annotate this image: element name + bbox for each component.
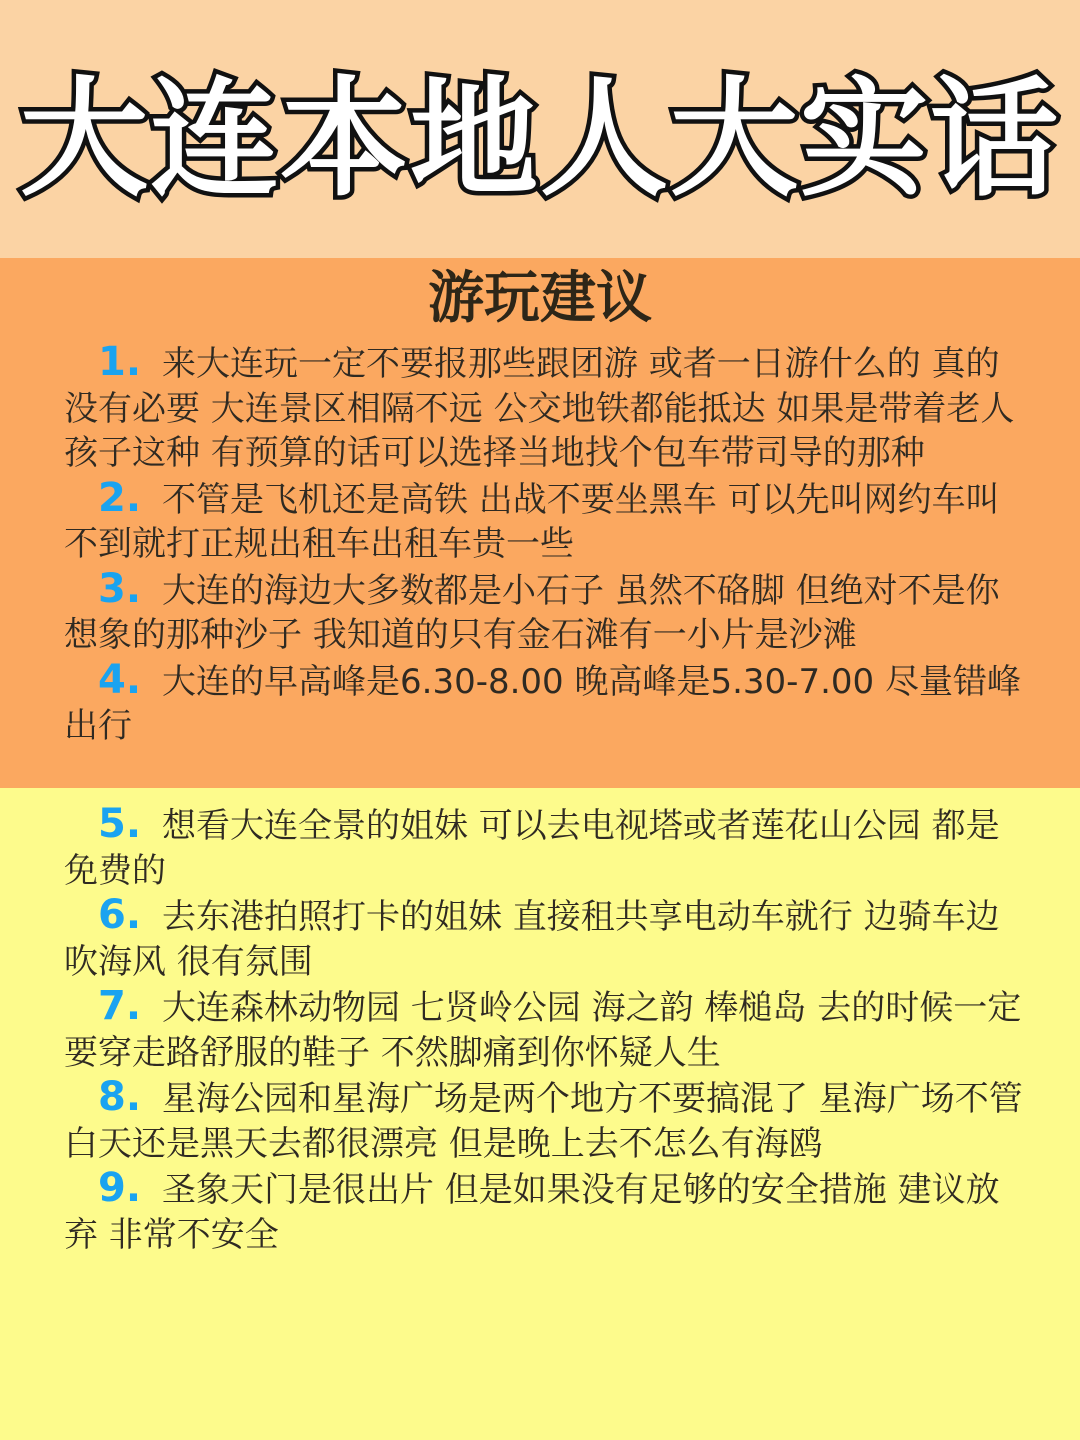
tip-number: 2. bbox=[98, 474, 142, 521]
tip-text: 去东港拍照打卡的姐妹 直接租共享电动车就行 边骑车边吹海风 很有氛围 bbox=[64, 897, 1000, 982]
tip-text: 大连的早高峰是6.30-8.00 晚高峰是5.30-7.00 尽量错峰出行 bbox=[64, 661, 1021, 746]
page-title: 大连本地人大实话 bbox=[19, 65, 1060, 214]
tip-number: 1. bbox=[98, 339, 142, 385]
tip-item bbox=[64, 984, 1024, 1075]
tips-list-orange bbox=[64, 340, 1024, 749]
tip-item bbox=[64, 567, 1024, 658]
tip-item bbox=[64, 340, 1024, 476]
tip-item bbox=[64, 476, 1024, 567]
tip-text: 大连森林动物园 七贤岭公园 海之韵 棒槌岛 去的时候一定要穿走路舒服的鞋子 不然脚痛到你怀疑人生 bbox=[64, 988, 1022, 1073]
header-banner bbox=[0, 0, 1080, 258]
tip-number: 8. bbox=[98, 1074, 142, 1120]
tip-number: 4. bbox=[98, 656, 142, 703]
tip-number: 9. bbox=[98, 1165, 142, 1211]
tips-list-yellow bbox=[64, 802, 1024, 1257]
tip-item bbox=[64, 893, 1024, 984]
tip-text: 圣象天门是很出片 但是如果没有足够的安全措施 建议放弃 非常不安全 bbox=[64, 1170, 1000, 1255]
tip-text: 星海公园和星海广场是两个地方不要搞混了 星海广场不管白天还是黑天去都很漂亮 但是晚上去不怎么有海鸥 bbox=[64, 1079, 1023, 1164]
tip-text: 来大连玩一定不要报那些跟团游 或者一日游什么的 真的没有必要 大连景区相隔不远 公交地铁都能抵达 如果是带着老人孩子这种 有预算的话可以选择当地找个包车带司导的那种 bbox=[64, 344, 1015, 473]
tip-item bbox=[64, 802, 1024, 893]
tip-number: 3. bbox=[98, 565, 142, 612]
tip-item bbox=[64, 1166, 1024, 1257]
tip-text: 不管是飞机还是高铁 出战不要坐黑车 可以先叫网约车叫不到就打正规出租车出租车贵一些 bbox=[64, 479, 1000, 564]
tip-number: 5. bbox=[98, 801, 142, 847]
tip-item bbox=[64, 1075, 1024, 1166]
tip-text: 大连的海边大多数都是小石子 虽然不硌脚 但绝对不是你想象的那种沙子 我知道的只有金石滩有一小片是沙滩 bbox=[64, 570, 1000, 655]
tip-number: 6. bbox=[98, 892, 142, 938]
tip-item bbox=[64, 658, 1024, 749]
tip-text: 想看大连全景的姐妹 可以去电视塔或者莲花山公园 都是免费的 bbox=[64, 806, 1000, 891]
tip-number: 7. bbox=[98, 983, 142, 1029]
section-title: 游玩建议 bbox=[428, 266, 652, 331]
